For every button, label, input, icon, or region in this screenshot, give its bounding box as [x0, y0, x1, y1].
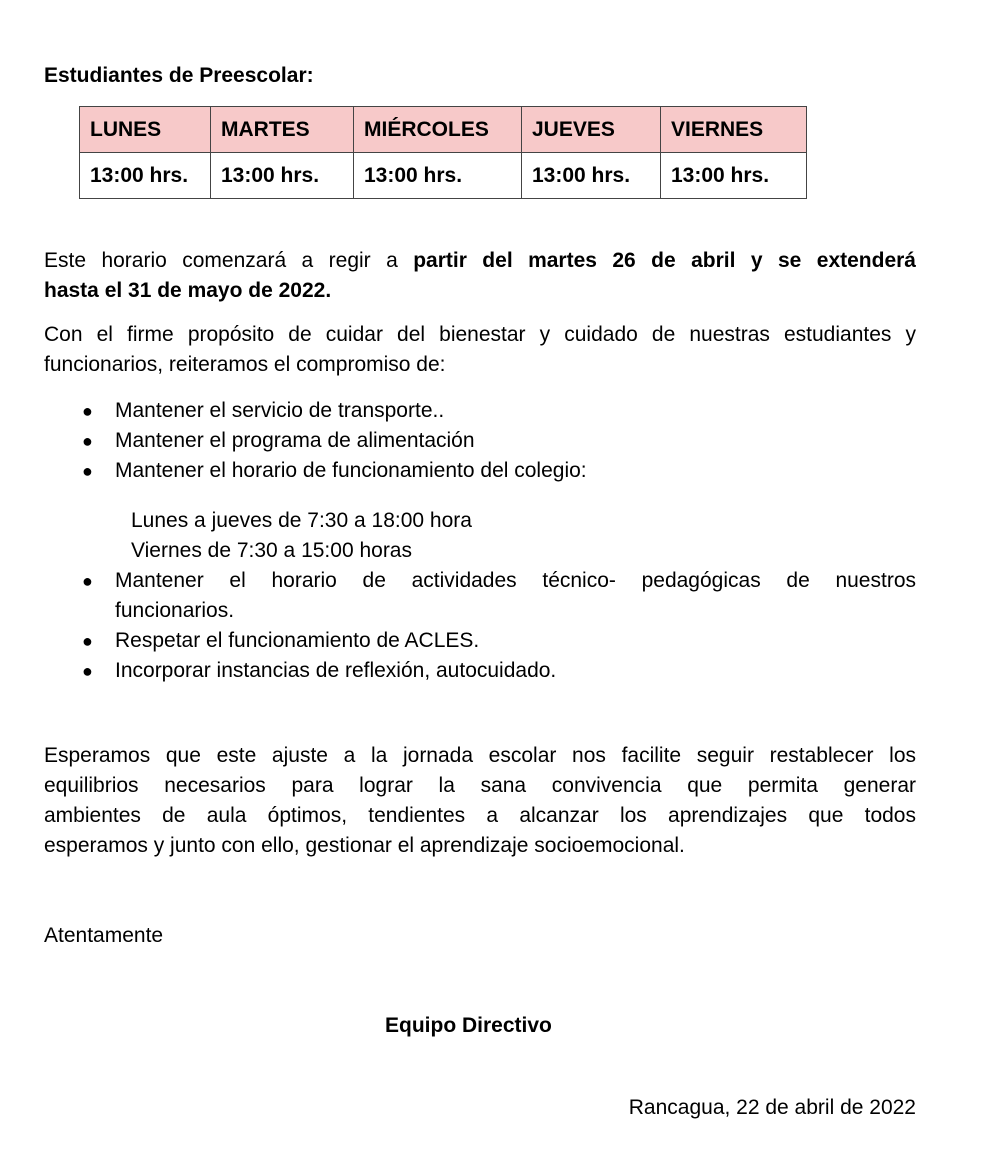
section-heading: Estudiantes de Preescolar:	[44, 64, 314, 87]
time-friday: 13:00 hrs.	[661, 153, 807, 199]
list-item-text: Incorporar instancias de reflexión, autocuidado.	[115, 659, 557, 682]
hours-weekdays: Lunes a jueves de 7:30 a 18:00 hora	[131, 509, 472, 532]
list-item	[44, 656, 916, 686]
time-wednesday: 13:00 hrs.	[354, 153, 522, 199]
list-item	[44, 456, 916, 566]
paragraph1-bold-text: partir del martes 26 de abril y se extenderá	[413, 249, 916, 272]
list-item	[44, 426, 916, 456]
paragraph2-line1: Con el firme propósito de cuidar del bienestar y cuidado de nuestras estudiantes y	[44, 323, 916, 346]
time-monday: 13:00 hrs.	[80, 153, 211, 199]
closing-paragraph	[44, 741, 916, 861]
place-date: Rancagua, 22 de abril de 2022	[628, 1096, 916, 1119]
commitment-list	[44, 396, 916, 686]
list-item	[44, 626, 916, 656]
bullet-icon: ●	[82, 661, 93, 681]
schedule-period-paragraph	[44, 246, 916, 306]
operating-hours	[115, 486, 916, 566]
bullet-icon: ●	[82, 571, 93, 591]
day-thursday: JUEVES	[522, 107, 661, 153]
paragraph1-line1	[44, 246, 916, 276]
list-item-text: Mantener el servicio de transporte..	[115, 399, 445, 422]
paragraph3-line1: Esperamos que este ajuste a la jornada escolar nos facilite seguir restablecer los	[44, 744, 916, 767]
day-friday: VIERNES	[661, 107, 807, 153]
list-item-text-cont: funcionarios.	[115, 599, 235, 622]
day-tuesday: MARTES	[211, 107, 354, 153]
time-thursday: 13:00 hrs.	[522, 153, 661, 199]
bullet-icon: ●	[82, 431, 93, 451]
schedule-header-row	[80, 107, 807, 153]
list-item	[44, 566, 916, 626]
schedule-time-row	[80, 153, 807, 199]
day-wednesday: MIÉRCOLES	[354, 107, 522, 153]
bullet-icon: ●	[82, 461, 93, 481]
paragraph2-line2: funcionarios, reiteramos el compromiso de:	[44, 353, 446, 376]
schedule-table	[79, 106, 807, 199]
list-item-text: Mantener el horario de funcionamiento del colegio:	[115, 459, 587, 482]
paragraph1-bold-line2: hasta el 31 de mayo de 2022.	[44, 279, 332, 302]
list-item-text: Respetar el funcionamiento de ACLES.	[115, 629, 480, 652]
commitment-paragraph	[44, 320, 916, 380]
signature: Equipo Directivo	[385, 1014, 552, 1037]
day-monday: LUNES	[80, 107, 211, 153]
time-tuesday: 13:00 hrs.	[211, 153, 354, 199]
paragraph3-line3: ambientes de aula óptimos, tendientes a alcanzar los aprendizajes que todos	[44, 804, 916, 827]
paragraph3-line4: esperamos y junto con ello, gestionar el aprendizaje socioemocional.	[44, 834, 685, 857]
paragraph3-line2: equilibrios necesarios para lograr la sana convivencia que permita generar	[44, 774, 916, 797]
list-item-text: Mantener el horario de actividades técnico- pedagógicas de nuestros	[115, 569, 916, 592]
list-item	[44, 396, 916, 426]
paragraph1-normal-text: Este horario comenzará a regir a	[44, 249, 414, 272]
closing-salutation: Atentamente	[44, 924, 164, 947]
list-item-text: Mantener el programa de alimentación	[115, 429, 475, 452]
hours-friday: Viernes de 7:30 a 15:00 horas	[131, 539, 412, 562]
bullet-icon: ●	[82, 631, 93, 651]
bullet-icon: ●	[82, 401, 93, 421]
